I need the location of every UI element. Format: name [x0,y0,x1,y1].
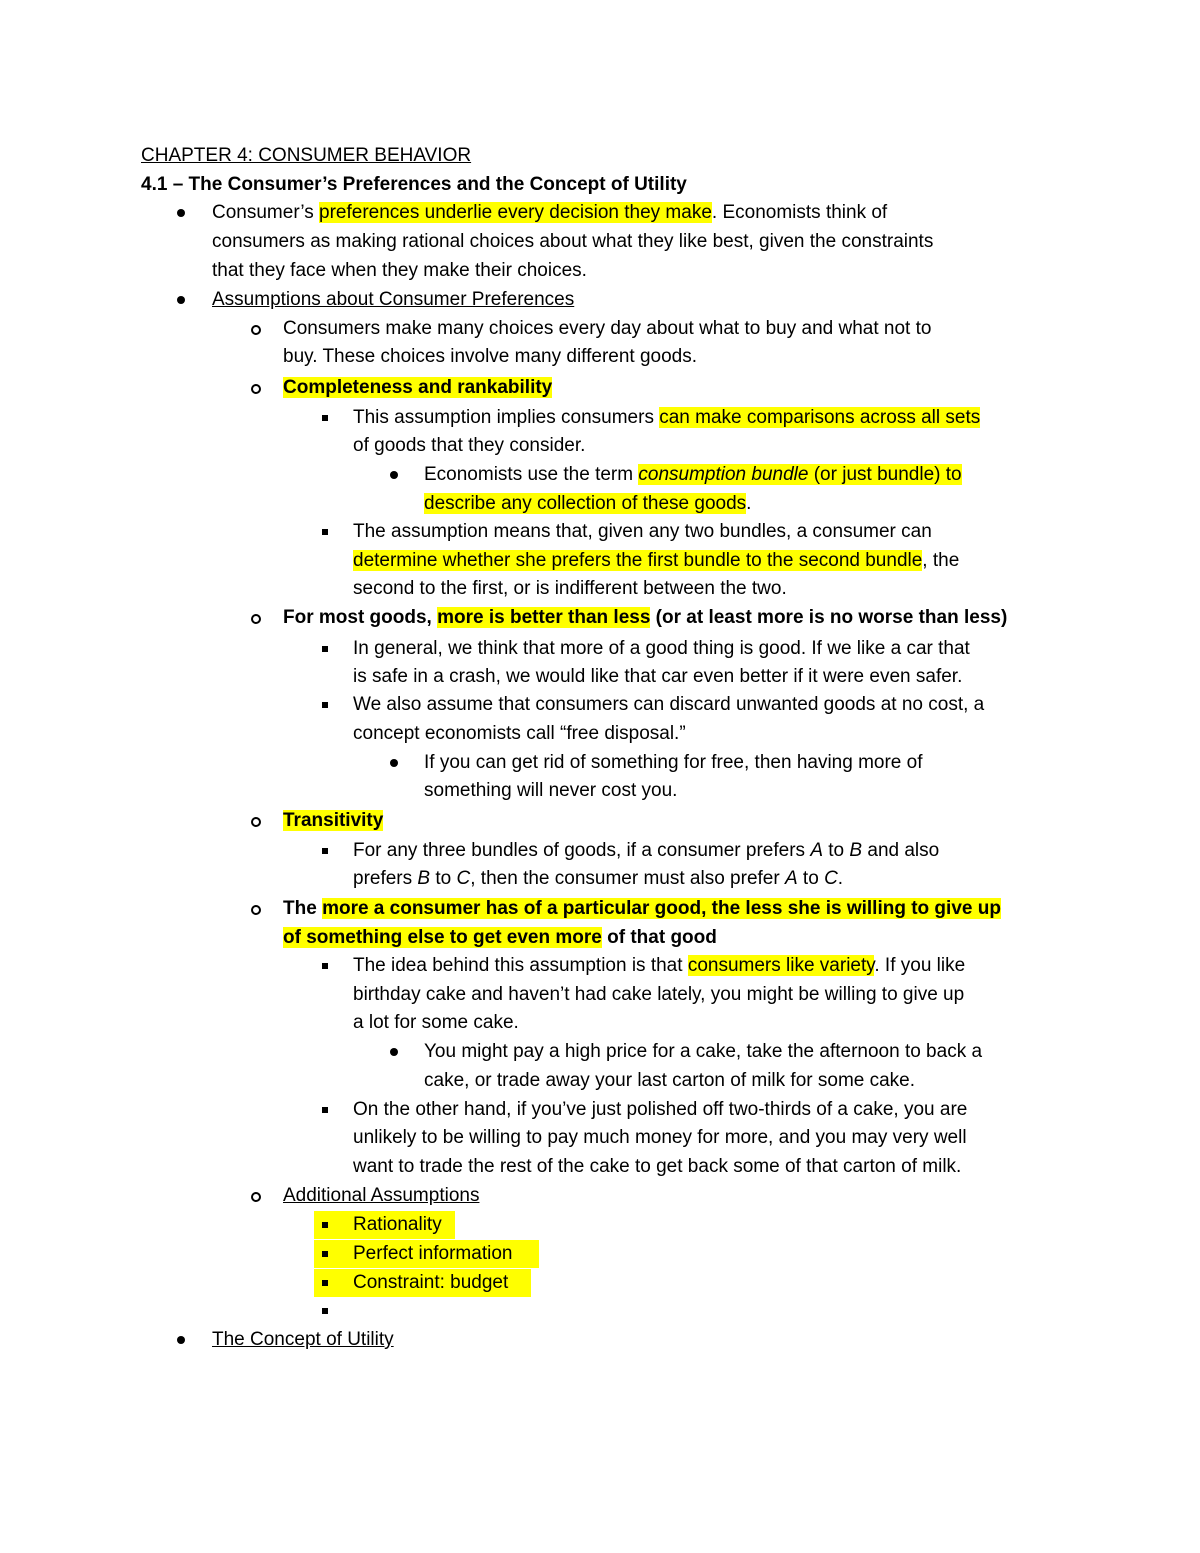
bullet-icon [387,1038,407,1066]
text-run: prefers [353,868,418,889]
chapter-title: CHAPTER 4: CONSUMER BEHAVIOR [141,145,472,166]
highlight-run: Completeness and rankability [283,377,553,398]
completeness-t1-line2 [424,490,751,518]
bullet-icon [387,461,407,489]
utility-heading: The Concept of Utility [212,1329,394,1350]
diminishing-s2-line2: unlikely to be willing to pay much money for more, and you may very well [353,1127,967,1148]
completeness-s2-line1: The assumption means that, given any two bundles, a consumer can [353,521,932,542]
text-run: , the [922,550,960,571]
more-s2-line1: We also assume that consumers can discard unwanted goods at no cost, a [353,694,985,715]
italic-run: B [849,840,863,861]
text-run: (or at least more is no worse than less) [650,607,1008,628]
choices-line2: buy. These choices involve many different goods. [283,346,698,367]
text-run: . [746,493,752,514]
highlight-run: Transitivity [283,810,384,831]
completeness-s2-line3: second to the first, or is indifferent between the two. [353,578,787,599]
text-run: . [837,868,844,889]
circle-bullet-icon [249,1182,269,1210]
paragraph-preferences-line3: that they face when they make their choices. [212,260,587,281]
more-s2-line2: concept economists call “free disposal.” [353,723,686,744]
completeness-t1-line1 [424,461,962,489]
text-run: . Economists think of [711,202,888,223]
circle-bullet-icon [249,604,269,632]
square-bullet-icon [320,1096,340,1124]
bullet-icon [174,199,194,227]
diminishing-s2-line3: want to trade the rest of the cake to get back some of that carton of milk. [353,1156,962,1177]
text-run: to [823,840,850,861]
section-title: 4.1 – The Consumer’s Preferences and the Concept of Utility [141,174,687,195]
completeness-s2-line2 [353,547,959,575]
square-bullet-icon [320,1269,340,1297]
diminishing-s1-line2: birthday cake and haven’t had cake lately, you might be willing to give up [353,984,965,1005]
square-bullet-icon [320,404,340,432]
diminishing-s1-line3: a lot for some cake. [353,1012,519,1033]
paragraph-preferences-line1 [212,199,887,227]
transitivity-heading [283,807,383,835]
square-bullet-icon [320,1211,340,1239]
list-item: Perfect information [353,1243,513,1264]
diminishing-t1-line2: cake, or trade away your last carton of milk for some cake. [424,1070,916,1091]
italic-run: C [824,868,838,889]
highlight-run: more is better than less [437,607,651,628]
text-run: This assumption implies consumers [353,407,660,428]
text-run: For any three bundles of goods, if a consumer prefers [353,840,811,861]
assumptions-heading: Assumptions about Consumer Preferences [212,289,575,310]
completeness-s1-line2: of goods that they consider. [353,435,586,456]
text-run: to [797,868,825,889]
more-heading [283,604,1007,632]
square-bullet-icon [320,837,340,865]
completeness-s1-line1 [353,404,980,432]
text-run: Consumer’s [212,202,320,223]
transitivity-s1-line1 [353,837,939,865]
highlight-run: can make comparisons across all sets [659,407,981,428]
diminishing-heading-line1 [283,895,1001,923]
text-run: , then the consumer must also prefer [470,868,785,889]
additional-heading: Additional Assumptions [283,1185,480,1206]
completeness-heading [283,374,552,402]
circle-bullet-icon [249,374,269,402]
diminishing-s2-line1: On the other hand, if you’ve just polished off two-thirds of a cake, you are [353,1099,968,1120]
highlight-run: consumers like variety [687,955,875,976]
transitivity-s1-line2 [353,865,843,893]
bullet-icon [174,286,194,314]
text-run: The idea behind this assumption is that [353,955,688,976]
text-run: For most goods, [283,607,438,628]
italic-run: A [810,840,823,861]
text-run: . If you like [874,955,966,976]
text-run: of that good [601,927,717,948]
additional-item-rationality [314,1211,455,1239]
highlight-run: (or just bundle) to [808,464,962,485]
bullet-icon [387,749,407,777]
paragraph-preferences-line2: consumers as making rational choices about what they like best, given the constraints [212,231,934,252]
text-run: and also [862,840,940,861]
diminishing-heading-line2 [283,924,717,952]
italic-run: B [417,868,431,889]
highlight-run: of something else to get even more [283,927,602,948]
choices-line1: Consumers make many choices every day about what to buy and what not to [283,318,932,339]
highlight-run: describe any collection of these goods [424,493,747,514]
circle-bullet-icon [249,315,269,343]
square-bullet-icon [320,518,340,546]
additional-item-constraint-budget [314,1269,531,1297]
highlight-run: more a consumer has of a particular good, the less she is willing to give up [322,898,1001,919]
circle-bullet-icon [249,895,269,923]
square-bullet-icon [320,635,340,663]
italic-run: consumption bundle [638,464,809,485]
italic-run: C [456,868,471,889]
more-s1-line1: In general, we think that more of a good thing is good. If we like a car that [353,638,970,659]
list-item: Rationality [353,1214,442,1235]
list-item: Constraint: budget [353,1272,509,1293]
square-bullet-icon [320,1240,340,1268]
additional-item-perfect-information [314,1240,539,1268]
highlight-run: determine whether she prefers the first bundle to the second bundle [353,550,923,571]
square-bullet-icon [320,952,340,980]
bullet-icon [174,1326,194,1354]
diminishing-t1-line1: You might pay a high price for a cake, take the afternoon to back a [424,1041,983,1062]
text-run: to [430,868,457,889]
more-s1-line2: is safe in a crash, we would like that car even better if it were even safer. [353,666,963,687]
italic-run: A [784,868,798,889]
diminishing-s1-line1 [353,952,965,980]
more-t1-line2: something will never cost you. [424,780,678,801]
square-bullet-icon [320,1297,340,1325]
text-run: Economists use the term [424,464,639,485]
circle-bullet-icon [249,807,269,835]
highlight-run: preferences underlie every decision they make [319,202,712,223]
more-t1-line1: If you can get rid of something for free, then having more of [424,752,923,773]
text-run: The [283,898,323,919]
square-bullet-icon [320,691,340,719]
